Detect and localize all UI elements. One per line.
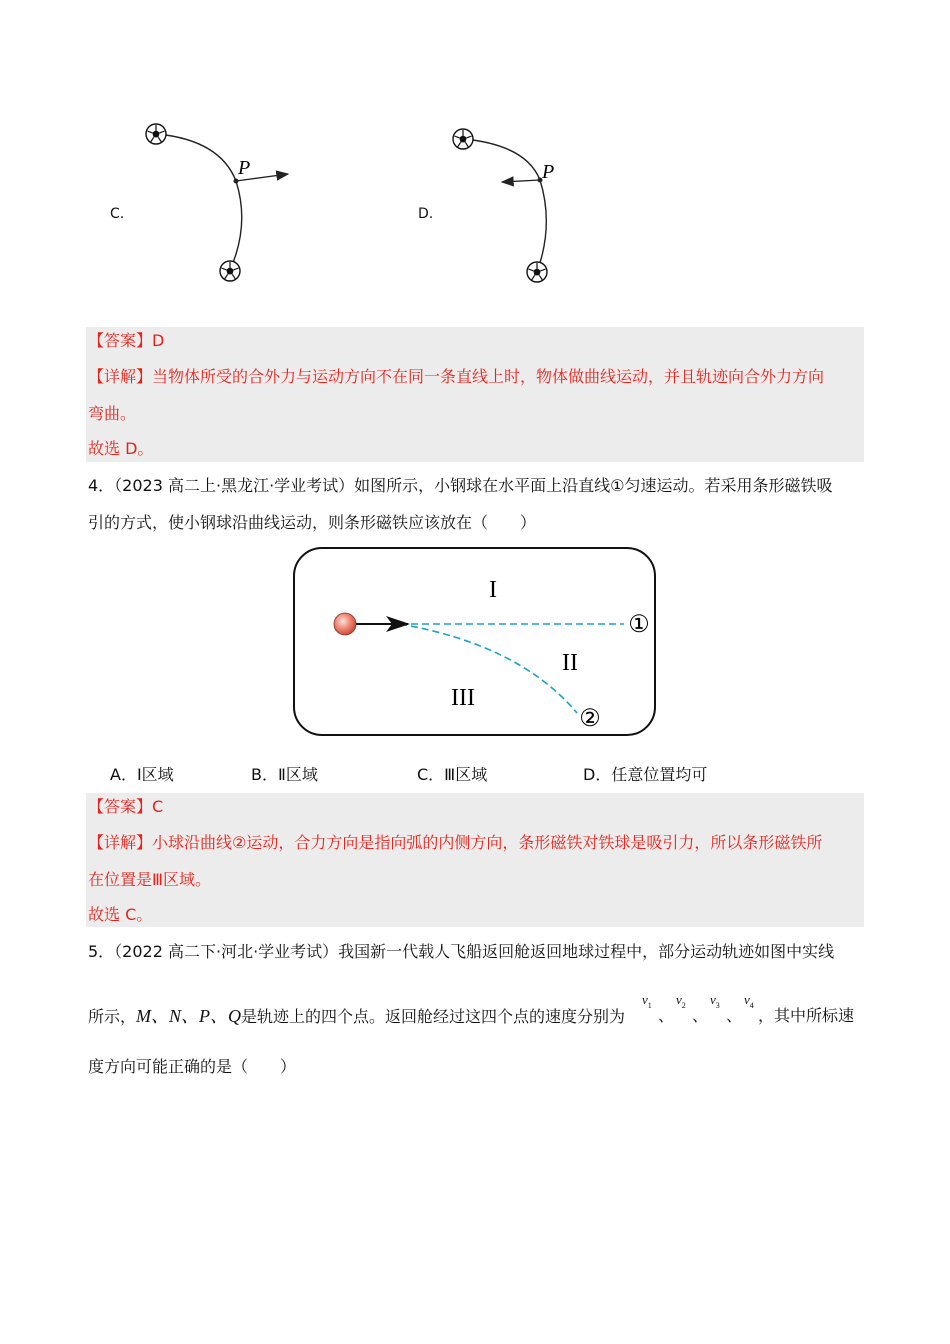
q4-option-b: B．Ⅱ区域 [251, 765, 318, 784]
q4-explain-line1: 【详解】小球沿曲线②运动，合力方向是指向弧的内侧方向，条形磁铁对铁球是吸引力，所以条形磁铁所 [88, 833, 823, 852]
soccer-ball-icon [146, 124, 166, 144]
q4-option-d: D．任意位置均可 [583, 765, 708, 784]
q3-answer-box [86, 327, 864, 462]
point-p-label-c: P [238, 157, 251, 179]
q5-stem-line1: 5．（2022 高二下·河北·学业考试）我国新一代载人飞船返回舱返回地球过程中，部分运动轨迹如图中实线 [88, 942, 835, 961]
region-3-label: III [451, 685, 475, 711]
q5-points: M、N、P、Q [136, 1006, 242, 1026]
region-1-label: I [489, 577, 497, 603]
region-2-label: II [562, 650, 578, 676]
q4-option-a: A．Ⅰ区域 [110, 765, 174, 784]
q5-stem-line2-tail: ，其中所标速 [758, 1006, 855, 1025]
q3-conclusion: 故选 D。 [88, 439, 154, 458]
v4-symbol: $v_4$ [744, 992, 754, 1010]
q4-explain-line2: 在位置是Ⅲ区域。 [88, 870, 212, 889]
option-c-figure [130, 110, 310, 290]
soccer-ball-icon [527, 262, 547, 282]
path-2-label: ② [579, 706, 601, 732]
q4-stem-line2: 引的方式，使小钢球沿曲线运动，则条形磁铁应该放在（ ） [88, 513, 537, 532]
steel-ball [334, 613, 356, 635]
soccer-ball-icon [453, 129, 473, 149]
q3-explain-line2: 弯曲。 [88, 404, 137, 423]
q4-answer: 【答案】C [88, 797, 164, 816]
option-c-label: C. [110, 206, 125, 222]
v3-symbol: $v_3$ [710, 992, 720, 1010]
option-d-label: D. [418, 206, 434, 222]
soccer-ball-icon [220, 261, 240, 281]
q5-stem-line3: 度方向可能正确的是（ ） [88, 1057, 297, 1076]
q4-answer-box [86, 793, 864, 927]
q4-stem-line1: 4．（2023 高二上·黑龙江·学业考试）如图所示，小钢球在水平面上沿直线①匀速运动。若采用条形磁铁吸 [88, 476, 833, 495]
q5-stem-line2: 所示，M、N、P、Q是轨迹上的四个点。返回舱经过这四个点的速度分别为 [88, 1006, 626, 1026]
q4-figure [290, 545, 660, 740]
path-1-label: ① [628, 612, 650, 638]
v2-symbol: $v_2$ [676, 992, 686, 1010]
q3-explain-line1: 【详解】当物体所受的合外力与运动方向不在同一条直线上时，物体做曲线运动，并且轨迹向合外力方向 [88, 367, 825, 386]
q4-conclusion: 故选 C。 [88, 905, 153, 924]
q4-option-c: C．Ⅲ区域 [417, 765, 488, 784]
v1-symbol: $v_1$ [642, 992, 652, 1010]
option-d-figure [440, 115, 620, 290]
point-p-label-d: P [542, 161, 555, 183]
q3-answer: 【答案】D [88, 331, 165, 350]
